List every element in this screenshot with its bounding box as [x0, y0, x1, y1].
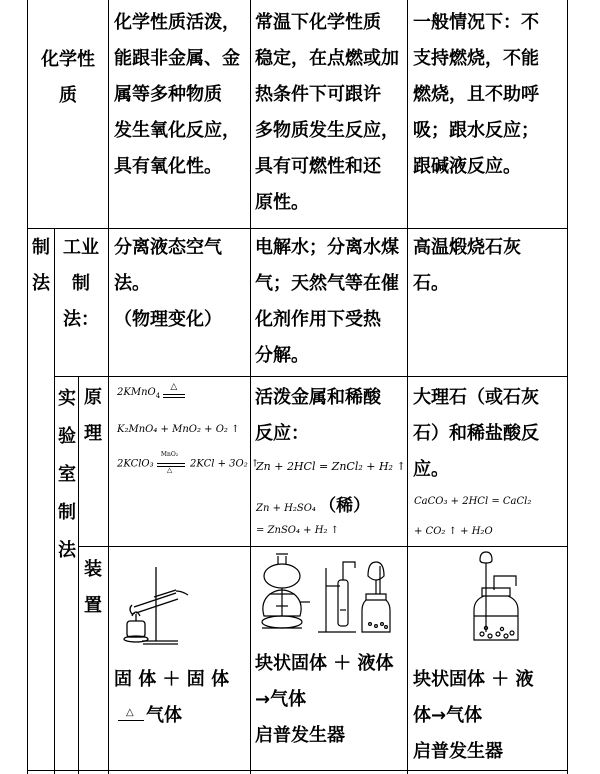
row-label-line: 原	[84, 387, 102, 408]
text-line: →气体	[255, 689, 307, 710]
solid-heating-apparatus-icon	[118, 555, 198, 647]
oxygen-equation-3	[117, 451, 260, 474]
row-label-line: 理	[84, 423, 102, 444]
oxygen-apparatus-text	[114, 662, 229, 698]
text-line: 支持燃烧，不能	[413, 48, 539, 69]
equation-text: 2KClO₃	[117, 458, 154, 470]
text-line: 块状固体 ＋ 液	[413, 669, 534, 690]
text-line: 原性。	[255, 192, 309, 213]
text-line: 属等多种物质	[114, 84, 222, 105]
text-line: 吸；跟水反应；	[413, 120, 539, 141]
co2-apparatus-text	[413, 662, 534, 770]
arrow-line-icon	[118, 720, 144, 721]
row-divider-2	[54, 376, 568, 377]
co2-chem-props	[413, 5, 539, 185]
text-line: 启普发生器	[255, 725, 345, 746]
row-label-line: 制	[32, 237, 50, 258]
text-line: 具有氧化性。	[114, 156, 222, 177]
oxygen-equation-2: K₂MnO₄ + MnO₂ + O₂ ↑	[117, 424, 240, 435]
row-divider-1	[27, 228, 568, 229]
row-label-lab	[56, 380, 78, 570]
text-line: 石。	[413, 273, 449, 294]
co2-equation-2: + CO₂ ↑ + H₂O	[414, 526, 493, 537]
text-line: 常温下化学性质	[255, 12, 381, 33]
text-line: 活泼金属和稀酸	[255, 387, 381, 408]
kipp-generator-apparatus-icon	[256, 550, 404, 638]
text-line: 大理石（或石灰	[413, 387, 539, 408]
oxygen-chem-props	[114, 5, 240, 185]
row-label-apparatus	[80, 552, 106, 624]
row-label-line: 制	[72, 273, 90, 294]
text-line: 能跟非金属、金	[114, 48, 240, 69]
oxygen-equation-1	[117, 381, 187, 400]
row-label-line: 化学性	[41, 49, 95, 70]
hydrogen-equation-2	[256, 491, 370, 516]
condition-symbol: △	[126, 707, 134, 718]
text-line: 跟碱液反应。	[413, 156, 521, 177]
text-line: 分离液态空气	[114, 237, 222, 258]
catalyst-label: MnO₂	[160, 451, 179, 458]
co2-principle	[413, 380, 539, 488]
col-divider-3	[407, 0, 408, 774]
row-label-line: 法：	[63, 309, 99, 330]
col-divider-2	[250, 0, 251, 774]
equation-text: 2KCl + 3O₂ ↑	[190, 458, 260, 470]
text-line: 热条件下可跟许	[255, 84, 381, 105]
condition-symbol: △	[170, 381, 178, 392]
text-line: 化剂作用下受热	[255, 309, 381, 330]
sub-col-divider-a	[54, 228, 55, 774]
text-line: 分解。	[255, 345, 309, 366]
equals-sign-icon	[163, 394, 185, 398]
row-label-line: 法	[32, 273, 50, 294]
text-line: 化学性质活泼，	[114, 12, 240, 33]
text-line: 固 体 ＋ 固 体	[114, 669, 230, 690]
text-line: 气；天然气等在催	[255, 273, 399, 294]
text-line: 燃烧，且不助呼	[413, 84, 539, 105]
hydrogen-chem-props	[255, 5, 399, 221]
condition-symbol: △	[166, 466, 173, 474]
oxygen-apparatus-condition	[118, 708, 146, 722]
text-line: 一般情况下：不	[413, 12, 539, 33]
text-line: 发生氧化反应，	[114, 120, 240, 141]
co2-equation-1: CaCO₃ + 2HCl = CaCl₂	[414, 496, 532, 507]
equation-text: Zn + H₂SO₄	[256, 503, 316, 514]
row-label-line: 实	[58, 388, 76, 409]
equation-condition	[163, 381, 187, 398]
text-line: 启普发生器	[413, 741, 503, 762]
row-label-line: 质	[59, 85, 77, 106]
oxygen-industrial	[114, 230, 222, 338]
row-label-line: 装	[84, 559, 102, 580]
text-line: 石）和稀盐酸反	[413, 423, 539, 444]
row-label-line: 验	[58, 426, 76, 447]
col-divider-1	[108, 0, 109, 774]
text-line: 法。	[114, 273, 150, 294]
hydrogen-industrial	[255, 230, 399, 374]
co2-generator-apparatus-icon	[470, 550, 530, 648]
hydrogen-principle	[255, 380, 381, 452]
text-line: 多物质发生反应，	[255, 120, 399, 141]
text-line: （物理变化）	[114, 309, 222, 330]
text-line: 应。	[413, 459, 449, 480]
table-border-right	[567, 0, 568, 774]
table-border-bottom	[27, 770, 568, 771]
text-line: 块状固体 ＋ 液体	[255, 653, 394, 674]
row-label-line: 制	[58, 502, 76, 523]
text-line: 稳定，在点燃或加	[255, 48, 399, 69]
table-border-left	[27, 0, 28, 774]
hydrogen-apparatus-text	[255, 646, 394, 754]
row-label-line: 法	[58, 540, 76, 561]
hydrogen-equation-1: Zn + 2HCl = ZnCl₂ + H₂ ↑	[256, 460, 406, 473]
row-label-industrial	[56, 230, 106, 338]
row-label-prep	[30, 230, 52, 302]
co2-industrial	[413, 230, 521, 302]
text-line: 体→气体	[413, 705, 483, 726]
row-label-line: 工业	[63, 237, 99, 258]
equation-subscript: 4	[155, 392, 161, 400]
text-line: 具有可燃性和还	[255, 156, 381, 177]
equation-condition	[157, 451, 187, 474]
row-label-line: 置	[84, 595, 102, 616]
hydrogen-equation-3: = ZnSO₄ + H₂ ↑	[256, 525, 340, 536]
text-line: 高温煅烧石灰	[413, 237, 521, 258]
text-line: 电解水；分离水煤	[255, 237, 399, 258]
row-divider-3	[78, 546, 568, 547]
equation-text: 2KMnO	[117, 387, 156, 398]
dilute-note: （稀）	[319, 496, 371, 516]
row-label-principle	[80, 380, 106, 452]
row-label-line: 室	[58, 464, 76, 485]
text-line: 反应：	[255, 423, 309, 444]
sub-col-divider-b	[78, 376, 79, 774]
oxygen-apparatus-gas: 气体	[146, 705, 182, 726]
row-label-chem-props	[30, 42, 106, 114]
